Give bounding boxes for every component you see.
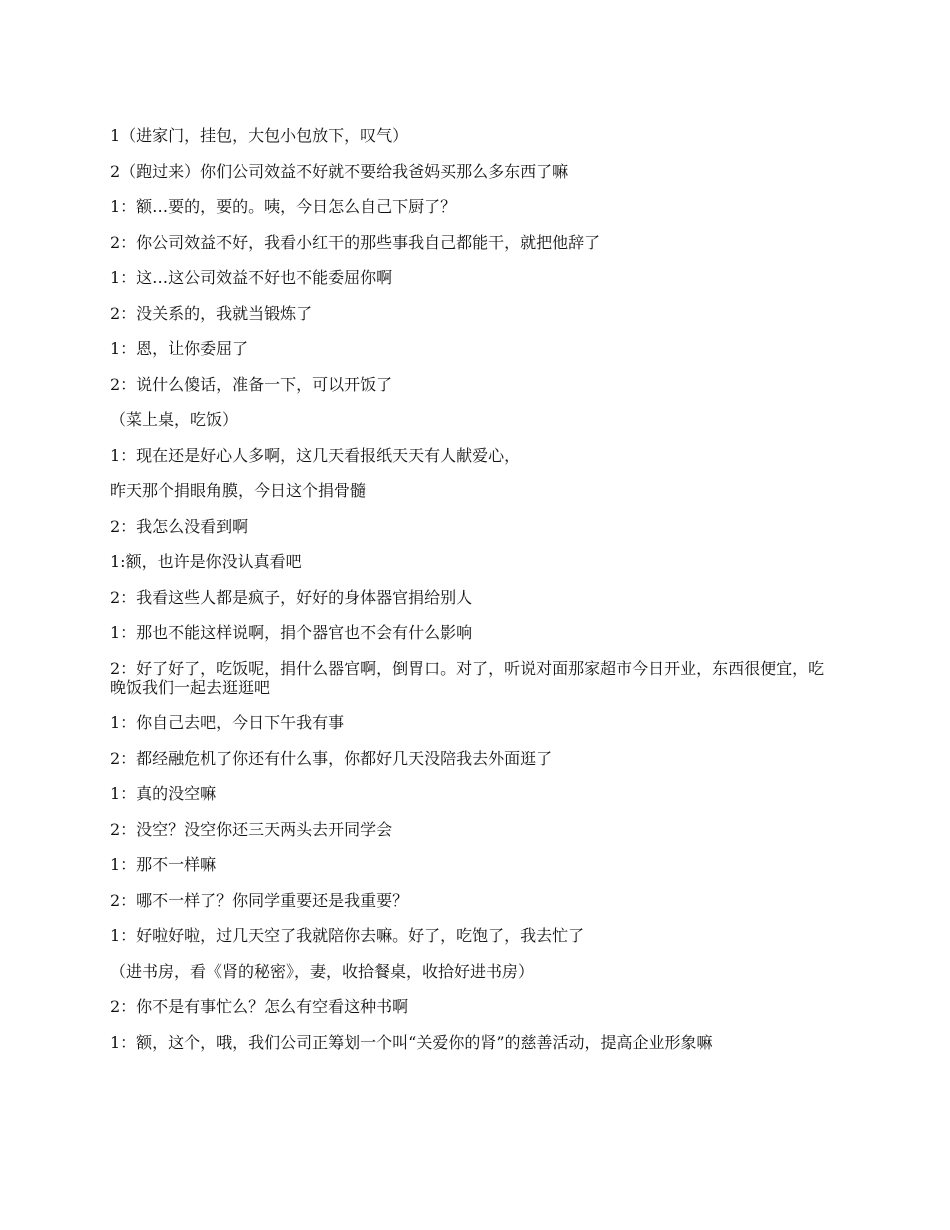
dialogue-line: 2：说什么傻话，准备一下，可以开饭了 (110, 374, 393, 394)
dialogue-line: 2（跑过来）你们公司效益不好就不要给我爸妈买那么多东西了嘛 (110, 161, 569, 181)
dialogue-line: 2：都经融危机了你还有什么事，你都好几天没陪我去外面逛了 (110, 748, 553, 768)
dialogue-line: 昨天那个捐眼角膜，今日这个捐骨髓 (110, 481, 367, 500)
dialogue-line: 1：那也不能这样说啊，捐个器官也不会有什么影响 (110, 623, 473, 642)
stage-direction: （菜上桌，吃饭） (110, 410, 239, 429)
dialogue-line: 2：没关系的，我就当锻炼了 (110, 303, 313, 323)
dialogue-line: 2：好了好了，吃饭呢，捐什么器官啊，倒胃口。对了，听说对面那家超市今日开业，东西很便宜，吃晚饭我们一起去逛逛吧 (110, 658, 825, 697)
dialogue-line: 1：恩，让你委屈了 (110, 339, 249, 358)
dialogue-line: 1：那不一样嘛 (110, 855, 217, 874)
dialogue-line: 1：真的没空嘛 (110, 784, 217, 803)
dialogue-line: 1：好啦好啦，过几天空了我就陪你去嘛。好了，吃饱了，我去忙了 (110, 926, 585, 945)
dialogue-line: 2：我怎么没看到啊 (110, 516, 249, 536)
stage-direction: （进书房，看《肾的秘密》，妻，收拾餐桌，收拾好进书房） (110, 961, 535, 981)
dialogue-line: 1：现在还是好心人多啊，这几天看报纸天天有人献爱心， (110, 445, 521, 465)
dialogue-line: 1：额，这个，哦，我们公司正筹划一个叫“关爱你的肾”的慈善活动，提高企业形象嘛 (110, 1032, 713, 1052)
dialogue-line: 2：你不是有事忙么？怎么有空看这种书啊 (110, 997, 409, 1016)
dialogue-line: 1:额，也许是你没认真看吧 (110, 552, 302, 571)
dialogue-line: 1：这…这公司效益不好也不能委屈你啊 (110, 268, 393, 287)
dialogue-line: 1：你自己去吧，今日下午我有事 (110, 713, 345, 732)
dialogue-text (110, 126, 840, 1068)
dialogue-line: 1（进家门，挂包，大包小包放下，叹气） (110, 126, 409, 145)
dialogue-line: 2：我看这些人都是疯子，好好的身体器官捐给别人 (110, 587, 473, 607)
dialogue-line: 2：没空？没空你还三天两头去开同学会 (110, 819, 393, 839)
dialogue-line: 1：额…要的，要的。咦，今日怎么自己下厨了？ (110, 197, 457, 216)
dialogue-line: 2：你公司效益不好，我看小红干的那些事我自己都能干，就把他辞了 (110, 232, 601, 252)
dialogue-line: 2：哪不一样了？你同学重要还是我重要？ (110, 890, 409, 910)
